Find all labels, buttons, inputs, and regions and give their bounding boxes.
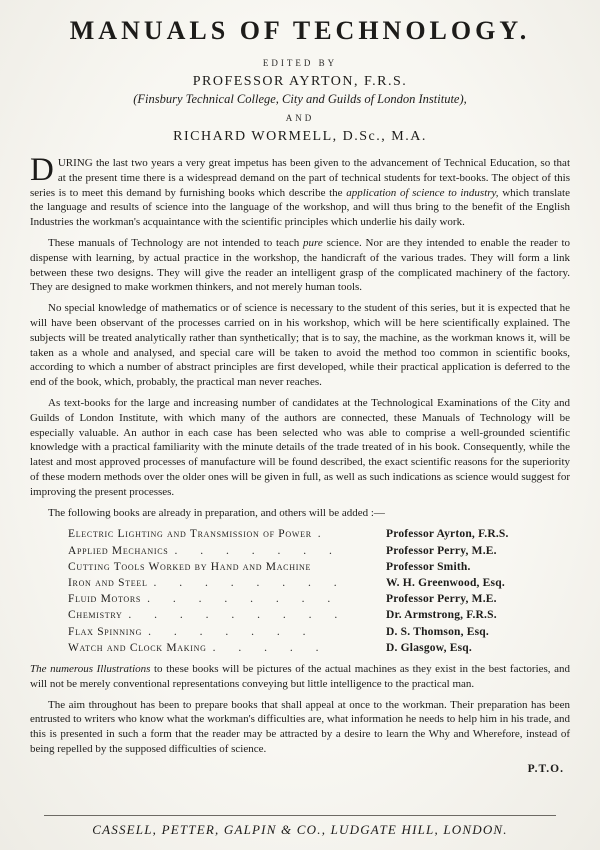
book-author: D. S. Thomson, Esq. bbox=[386, 625, 489, 638]
book-title: Cutting Tools Worked by Hand and Machine bbox=[68, 560, 312, 573]
and-label: AND bbox=[285, 113, 315, 123]
paragraph-textbooks: As text-books for the large and increasing number of candidates at the Technological Examinations of the City and Guilds of London Institute, with which many of the authors are connected, these Manuals of Technology will be especially valuable. An author in each case has been selected who was able to comprise a well-grounded scientific knowledge with a practical familiarity with the minute details of the trade treated of in his book. Consequently, while the latest and most approved processes of manufacture will be found described, the exact scientific reasons for the superiority of these modern methods over the older ones will be given in full, as well as such indications as science would suggest for improving the present processes. bbox=[30, 396, 570, 498]
book-author: Professor Perry, M.E. bbox=[386, 593, 497, 606]
book-row bbox=[68, 607, 562, 623]
paragraph-manuals bbox=[30, 236, 570, 295]
book-title: Electric Lighting and Transmission of Power bbox=[68, 528, 312, 541]
pto-label: P.T.O. bbox=[527, 762, 564, 775]
book-author: Professor Ayrton, F.R.S. bbox=[386, 528, 509, 541]
book-title: Iron and Steel bbox=[68, 576, 148, 589]
footer bbox=[30, 811, 570, 842]
page-title: MANUALS OF TECHNOLOGY. bbox=[69, 16, 531, 45]
book-row bbox=[68, 526, 562, 542]
text-segment-italic: application of science to industry, bbox=[346, 186, 499, 199]
book-row bbox=[68, 575, 562, 591]
dot-leader: . . . . . . . . bbox=[153, 576, 337, 589]
paragraph-no-special-knowledge: No special knowledge of mathematics or of science is necessary to the student of this series, but it is expected that he will have been observant of the processes carried on in his workshop, which will be here scientifically explained. The subjects will be treated analytically rather than synthetically; that is to say, the machine, as the workman knows it, will be taken as a whole and analysed, and special care will be taken to avoid the method too common in scientific books, according to which a number of abstract principles are first developed, while their practical application is deferred to the end of the book, which, probably, the practical man never reaches. bbox=[30, 302, 570, 389]
dot-leader: . . . . . . . bbox=[174, 544, 332, 557]
book-title: Watch and Clock Making bbox=[68, 641, 207, 654]
book-title: Chemistry bbox=[68, 609, 123, 622]
book-row bbox=[68, 543, 562, 559]
book-row bbox=[68, 624, 562, 640]
text-segment: which translate the language and results of science into the language of the workshop, and will thus bring to the benefit of the English Industries the workman's acquaintance with the scientific principles which underlie his daily work. bbox=[30, 186, 570, 229]
paragraph-following-books: The following books are already in preparation, and others will be added :— bbox=[48, 506, 385, 519]
book-author: W. H. Greenwood, Esq. bbox=[386, 576, 505, 589]
edited-by-label: EDITED BY bbox=[262, 58, 338, 68]
book-author: Professor Perry, M.E. bbox=[386, 544, 497, 557]
editor1-affiliation: (Finsbury Technical College, City and Guilds of London Institute), bbox=[133, 92, 467, 106]
book-list bbox=[68, 526, 562, 656]
text-segment: URING the last two years a very great impetus has been given to the advancement of Technical Education, so that at the present time there is a widespread demand on the part of technical students for text-books. The object of this series is to meet this demand by furnishing books which describe the bbox=[30, 157, 570, 199]
book-row bbox=[68, 591, 562, 607]
book-author: D. Glasgow, Esq. bbox=[386, 641, 472, 654]
text-segment: to these books will be pictures of the actual machines as they exist in the best factories, and will not be merely conventional representations conveying but little intelligence to the practical man. bbox=[30, 662, 571, 690]
text-segment: These manuals of Technology are not intended to teach bbox=[48, 236, 304, 249]
dot-leader: . bbox=[317, 528, 321, 541]
book-row bbox=[68, 640, 562, 656]
dot-leader: . . . . . bbox=[212, 641, 319, 654]
text-segment-italic: The numerous Illustrations bbox=[30, 662, 151, 675]
editor1-name: PROFESSOR AYRTON, F.R.S. bbox=[192, 74, 408, 89]
dropcap-letter: D bbox=[30, 152, 54, 188]
paragraph-during bbox=[30, 152, 570, 230]
book-author: Dr. Armstrong, F.R.S. bbox=[386, 609, 497, 622]
publisher-line: CASSELL, PETTER, GALPIN & CO., LUDGATE HILL, LONDON. bbox=[92, 822, 508, 837]
book-title: Fluid Motors bbox=[68, 593, 142, 606]
dot-leader: . . . . . . . . bbox=[147, 593, 331, 606]
book-title: Flax Spinning bbox=[68, 625, 143, 638]
text-segment-italic: pure bbox=[303, 236, 323, 249]
footer-divider bbox=[44, 815, 556, 816]
paragraph-illustrations bbox=[30, 662, 570, 692]
book-row bbox=[68, 559, 562, 575]
paragraph-aim: The aim throughout has been to prepare books that shall appeal at once to the workman. Their preparation has been entrusted to writers who know what the workman's difficulties are, what information he needs to help him in his trade, and this is presented in such a form that the reader may be attracted by a desire to learn the Why and Wherefore, instead of being repelled by the supposed difficulties of science. bbox=[30, 698, 570, 755]
body-text bbox=[30, 152, 571, 775]
dot-leader: . . . . . . . . . bbox=[128, 609, 338, 622]
book-title: Applied Mechanics bbox=[68, 544, 169, 557]
dot-leader: . . . . . . . bbox=[148, 625, 306, 638]
text-segment: science. Nor are they intended to enable the reader to dispense with learning, by actual practice in the workshop, the handicraft of the various trades. They will form a link between these two designs. They will give the reader an intelligent grasp of the complicated machinery of the factory. They are designed to make workmen thinkers, and not merely human tools. bbox=[30, 236, 571, 294]
editor2-name: RICHARD WORMELL, D.Sc., M.A. bbox=[173, 129, 427, 144]
book-author: Professor Smith. bbox=[386, 560, 471, 573]
